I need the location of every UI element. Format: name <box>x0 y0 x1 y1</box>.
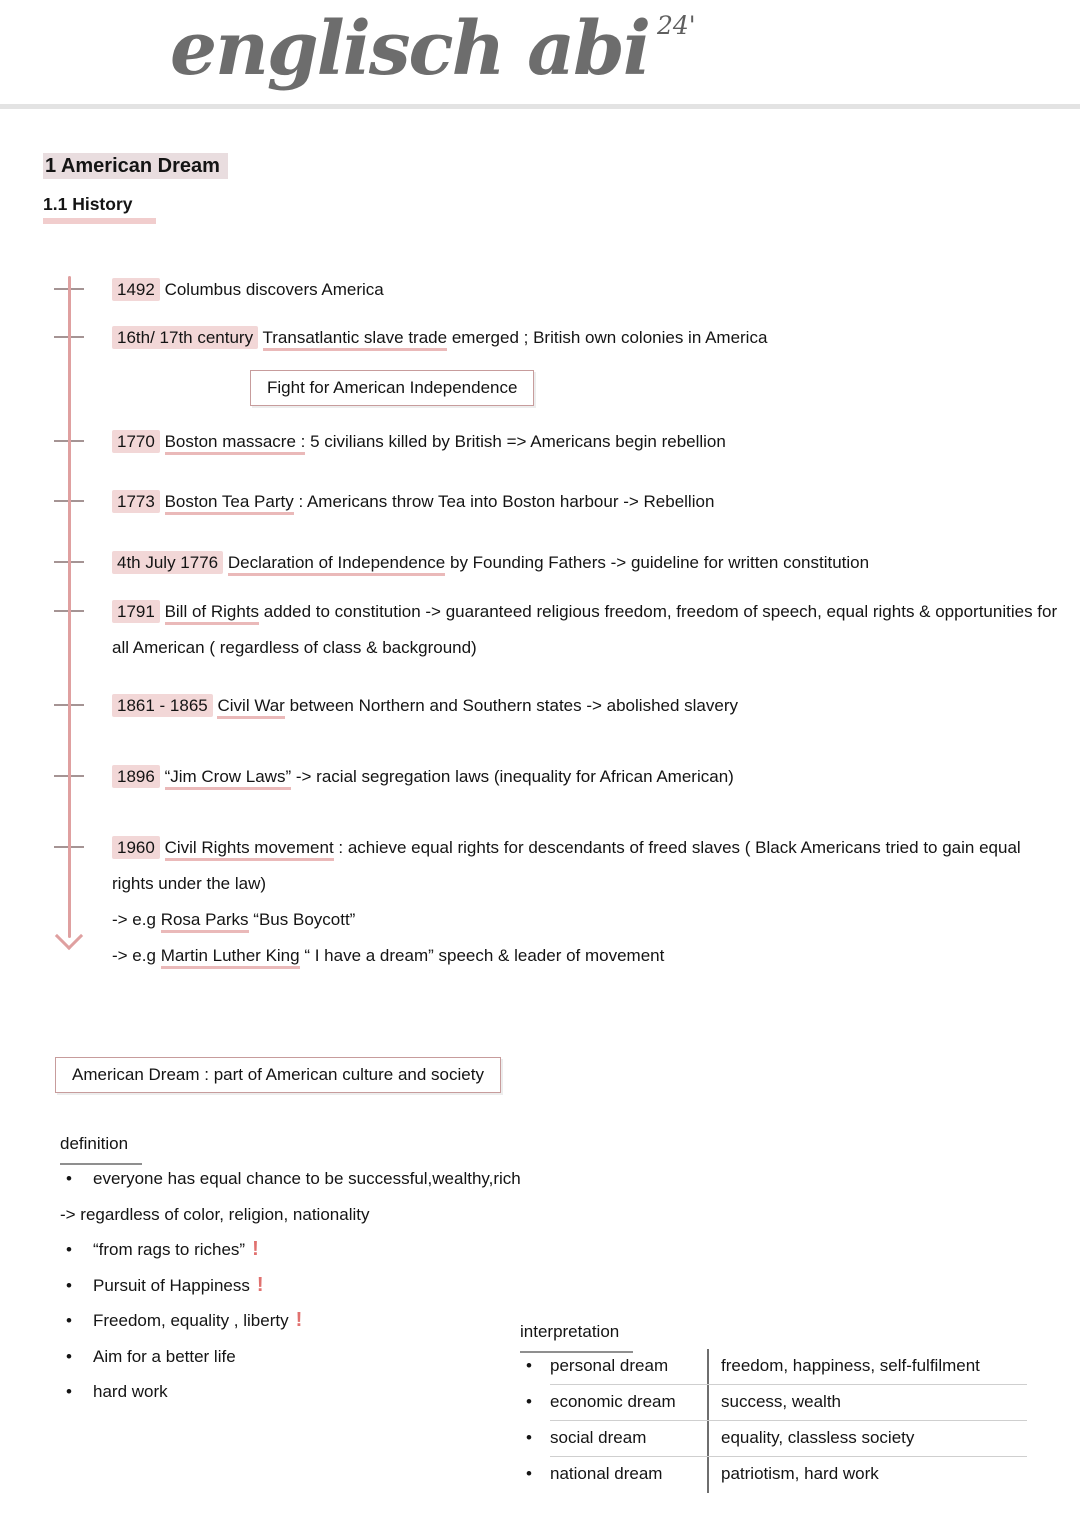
definition-item <box>60 1232 580 1268</box>
definition-item <box>60 1197 580 1233</box>
event-text: emerged ; British own colonies in America <box>451 328 768 347</box>
definition-item-text: “from rags to riches” <box>93 1240 246 1259</box>
timeline-event-1776 <box>112 545 1066 581</box>
timeline-arrow-icon <box>55 922 83 950</box>
timeline-event-1960 <box>112 830 1066 974</box>
section-heading-text: 1 American Dream <box>43 153 228 179</box>
dream-description: patriotism, hard work <box>707 1457 1027 1493</box>
event-year: 4th July 1776 <box>112 551 223 574</box>
dream-description: success, wealth <box>707 1385 1027 1420</box>
definition-item-text: -> regardless of color, religion, nationality <box>60 1204 370 1224</box>
header-divider <box>0 104 1080 109</box>
example-text: “Bus Boycott” <box>253 910 356 929</box>
event-text: between Northern and Southern states -> abolished slavery <box>289 696 739 715</box>
table-row <box>550 1457 1027 1493</box>
definition-item-text: hard work <box>93 1382 168 1401</box>
definition-item-text: everyone has equal chance to be successful,wealthy,rich <box>93 1169 521 1188</box>
event-text: added to constitution -> guaranteed religious freedom, freedom of speech, equal rights & opportunities for all American ( regardless of class & background) <box>112 602 1058 657</box>
event-text: Columbus discovers America <box>164 280 384 299</box>
event-term: Bill of Rights <box>165 602 259 625</box>
dream-type: • personal dream <box>550 1356 669 1375</box>
definition-item <box>60 1303 580 1339</box>
event-term: Civil War <box>217 696 284 719</box>
independence-box <box>250 370 534 406</box>
event-term: Civil Rights movement <box>165 838 334 861</box>
event-year: 1861 - 1865 <box>112 694 213 717</box>
table-row <box>550 1385 1027 1421</box>
table-row <box>550 1421 1027 1457</box>
notebook-title <box>170 6 696 92</box>
event-text: by Founding Fathers -> guideline for written constitution <box>450 553 870 572</box>
event-year: 1770 <box>112 430 160 453</box>
event-text: : Americans throw Tea into Boston harbour -> Rebellion <box>298 492 715 511</box>
example-term: Martin Luther King <box>161 946 300 969</box>
notebook-title-year: 24' <box>656 11 696 40</box>
exclamation-mark: ! <box>256 1273 264 1296</box>
definition-item <box>60 1374 580 1410</box>
definition-item-text: Aim for a better life <box>93 1346 236 1366</box>
dream-type: • social dream <box>550 1428 647 1447</box>
example-prefix: -> e.g <box>112 946 156 965</box>
definition-list <box>60 1161 580 1410</box>
dream-type: • economic dream <box>550 1392 676 1411</box>
section-heading <box>43 155 228 178</box>
event-year: 16th/ 17th century <box>112 326 258 349</box>
american-dream-box <box>55 1057 501 1093</box>
table-row <box>550 1349 1027 1385</box>
event-term: Boston Tea Party <box>165 492 294 515</box>
event-term: Transatlantic slave trade <box>263 328 448 351</box>
american-dream-box-text: American Dream : part of American culture and society <box>72 1065 484 1084</box>
event-year: 1896 <box>112 765 160 788</box>
notebook-title-text: englisch abi <box>170 6 649 92</box>
event-year: 1791 <box>112 600 160 623</box>
interpretation-heading-text: interpretation <box>520 1314 633 1353</box>
timeline-event-1896 <box>112 759 1066 795</box>
event-term: Declaration of Independence <box>228 553 445 576</box>
interpretation-table <box>550 1349 1027 1493</box>
interpretation-heading <box>520 1314 633 1353</box>
exclamation-mark: ! <box>295 1309 303 1331</box>
event-text: -> racial segregation laws (inequality for African American) <box>295 767 734 786</box>
example-term: Rosa Parks <box>161 910 249 933</box>
subsection-heading-text: 1.1 History <box>43 194 156 224</box>
event-example-mlk <box>112 938 1066 974</box>
example-prefix: -> e.g <box>112 910 156 929</box>
timeline-event-slave-trade <box>112 320 1066 356</box>
independence-box-text: Fight for American Independence <box>267 378 518 397</box>
definition-item <box>60 1339 580 1375</box>
timeline-event-1492 <box>112 272 1066 308</box>
dream-type: • national dream <box>550 1464 663 1483</box>
definition-heading <box>60 1126 142 1165</box>
definition-item <box>60 1161 580 1197</box>
event-example-rosa-parks <box>112 902 1066 938</box>
dream-description: freedom, happiness, self-fulfilment <box>707 1349 1027 1384</box>
event-main <box>112 830 1066 902</box>
event-term: “Jim Crow Laws” <box>165 767 292 790</box>
definition-item-text: Pursuit of Happiness <box>93 1275 250 1295</box>
timeline-event-1791 <box>112 594 1066 666</box>
event-year: 1960 <box>112 836 160 859</box>
definition-heading-text: definition <box>60 1126 142 1165</box>
definition-item <box>60 1268 580 1304</box>
definition-item-text: Freedom, equality , liberty <box>93 1311 289 1330</box>
timeline-event-civil-war <box>112 688 1066 724</box>
timeline-event-1770 <box>112 424 1066 460</box>
timeline-event-1773 <box>112 484 1066 520</box>
event-year: 1492 <box>112 278 160 301</box>
subsection-heading <box>43 194 156 224</box>
exclamation-mark: ! <box>252 1238 259 1260</box>
event-year: 1773 <box>112 490 160 513</box>
example-text: “ I have a dream” speech & leader of movement <box>304 946 665 965</box>
event-text: : achieve equal rights for descendants of freed slaves ( Black Americans tried to gain equal rights under the law) <box>112 838 1021 893</box>
event-text: 5 civilians killed by British => Americans begin rebellion <box>310 432 726 451</box>
event-term: Boston massacre : <box>165 432 306 455</box>
timeline-line <box>68 276 71 938</box>
dream-description: equality, classless society <box>707 1421 1027 1456</box>
